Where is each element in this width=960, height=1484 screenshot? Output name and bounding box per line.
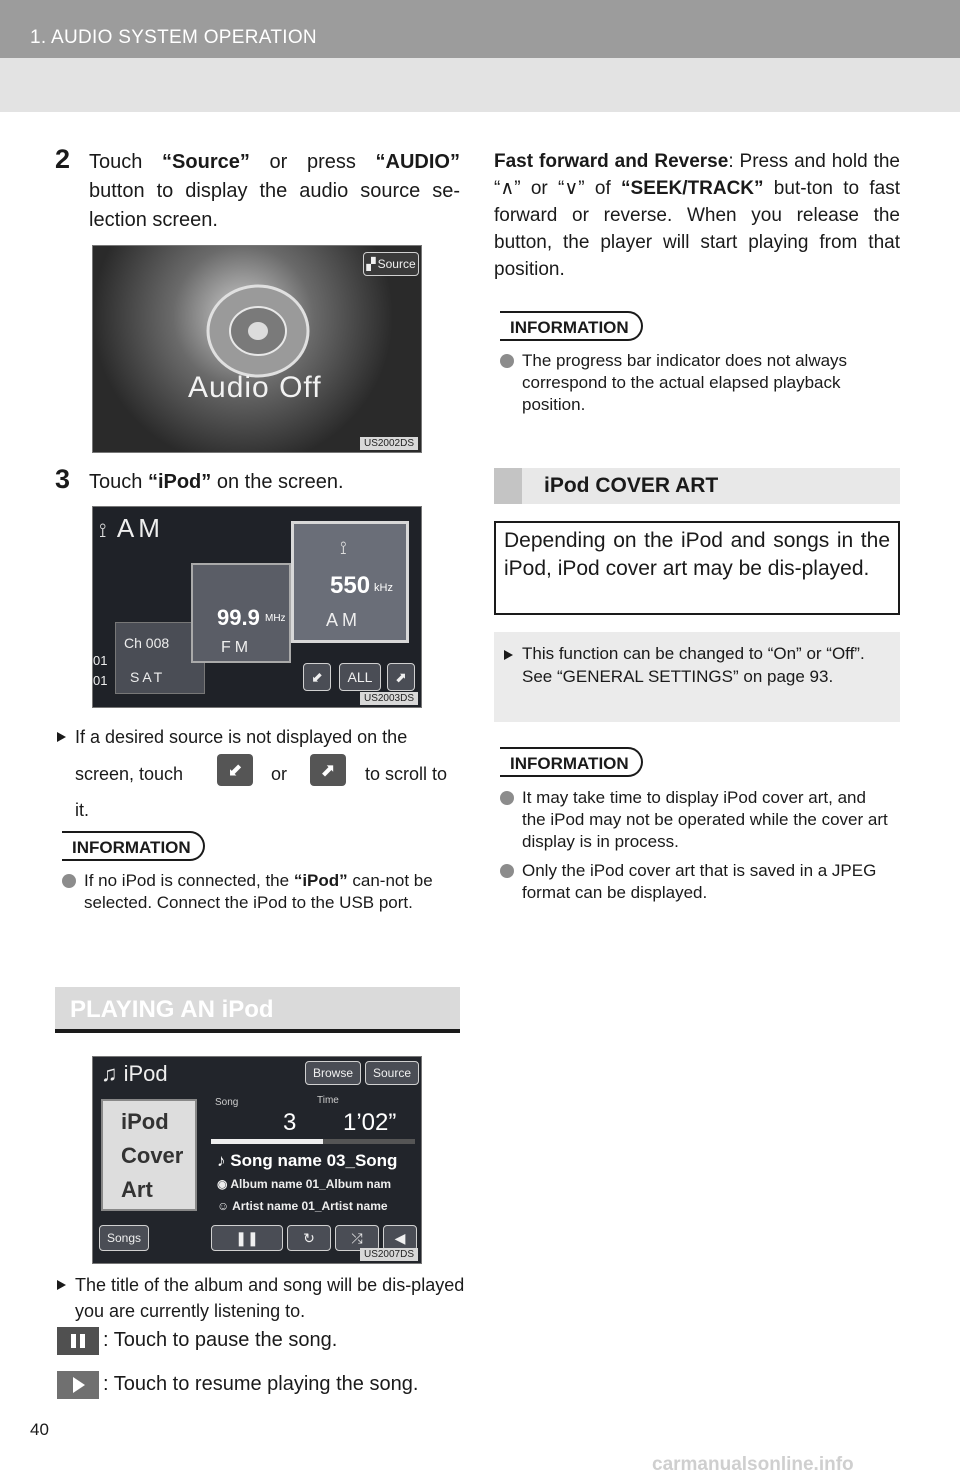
bullet-line xyxy=(55,796,465,824)
ff-keyword: Fast forward and Reverse xyxy=(494,151,729,172)
step-text: on the screen. xyxy=(211,471,344,493)
source-icon: ▞ xyxy=(366,257,376,271)
step-text: Touch xyxy=(89,471,148,493)
cover-art-note xyxy=(494,632,900,722)
step-text: Touch xyxy=(89,151,163,173)
person-icon: ☺ xyxy=(217,1199,233,1213)
time-label: Time xyxy=(317,1095,339,1106)
screenshot-audio-off xyxy=(92,245,422,453)
scroll-left-button[interactable]: ⬋ xyxy=(303,663,331,691)
repeat-button[interactable] xyxy=(287,1225,331,1251)
ipod-title-label: iPod xyxy=(123,1061,168,1086)
browse-label: Browse xyxy=(312,1066,353,1080)
am-tile-selected[interactable] xyxy=(291,521,409,643)
step-2 xyxy=(55,144,460,235)
bullet-text: it. xyxy=(75,800,90,820)
source-label: Source xyxy=(377,257,416,271)
progress-fill xyxy=(211,1139,323,1144)
information-tab: INFORMATION xyxy=(500,747,643,777)
artist-name: Artist name 01_Artist name xyxy=(232,1199,388,1213)
progress-bar xyxy=(211,1139,415,1144)
screenshot-source-select xyxy=(92,506,422,708)
page-header xyxy=(0,0,960,112)
bullet-scroll xyxy=(55,724,465,824)
scroll-right-icon: ⬈ xyxy=(310,754,346,786)
music-note-icon: ♫ xyxy=(101,1061,118,1086)
step-keyword: “Source” xyxy=(162,151,250,173)
ipod-title xyxy=(101,1061,168,1087)
scroll-left-icon: ⬋ xyxy=(217,754,253,786)
antenna-icon: ⟟ xyxy=(99,520,107,542)
cover-art-text: iPod Cover Art xyxy=(121,1109,184,1202)
songs-label: Songs xyxy=(106,1231,142,1245)
information-tab: INFORMATION xyxy=(62,831,205,861)
info-text: If no iPod is connected, the xyxy=(84,871,294,890)
cover-art-title: iPod COVER ART xyxy=(544,474,719,497)
ff-text: ” of xyxy=(578,178,622,199)
side-label-2: 01 xyxy=(93,673,108,688)
cover-art-box: Depending on the iPod and songs in the iPod, iPod cover art may be dis-played. xyxy=(494,521,900,615)
side-label-1: 01 xyxy=(93,653,108,668)
fm-unit: MHz xyxy=(265,613,286,624)
pause-description: : Touch to pause the song. xyxy=(103,1329,338,1351)
bullet-text: If a desired source is not displayed on the xyxy=(75,727,408,747)
elapsed-time: 1’02” xyxy=(343,1109,397,1136)
header-title: 1. AUDIO SYSTEM OPERATION xyxy=(30,27,317,48)
info-keyword: “iPod” xyxy=(293,871,348,890)
album-name: Album name 01_Album nam xyxy=(230,1177,392,1191)
repeat-icon: ↻ xyxy=(303,1229,315,1246)
step-text: button to display the audio source se-lection screen. xyxy=(89,180,460,231)
am-label-2: AM xyxy=(326,610,361,630)
speaker-icon xyxy=(193,276,323,386)
pause-icon xyxy=(57,1327,99,1355)
disc-icon: ◉ xyxy=(217,1177,231,1191)
info-text: can-not be selected. Connect the iPod to the USB port. xyxy=(84,871,433,912)
songs-button[interactable] xyxy=(99,1225,149,1251)
bullet-line xyxy=(55,724,465,750)
shuffle-icon: ⤮ xyxy=(351,1229,363,1246)
channel-label: Ch 008 xyxy=(124,635,170,651)
information-item: The progress bar indicator does not always correspond to the actual elapsed playback position. xyxy=(500,350,892,416)
fm-tile[interactable] xyxy=(191,563,291,663)
screenshot-ipod-playing xyxy=(92,1056,422,1264)
all-label: ALL xyxy=(347,669,373,685)
am-frequency: 550 xyxy=(330,572,371,599)
step-number: 3 xyxy=(55,464,71,494)
information-item: Only the iPod cover art that is saved in a JPEG format can be displayed. xyxy=(500,860,892,904)
song-row xyxy=(217,1151,397,1171)
scroll-right-button[interactable]: ⬈ xyxy=(387,663,415,691)
bullet-line-icons xyxy=(55,752,465,796)
fm-frequency: 99.9 xyxy=(217,605,260,630)
all-button[interactable] xyxy=(339,663,381,691)
down-arrow-icon: ∨ xyxy=(564,178,579,199)
step-text: or press xyxy=(249,151,376,173)
bullet-title-info: The title of the album and song will be dis-played you are currently listening to. xyxy=(55,1272,465,1324)
step-keyword: “iPod” xyxy=(147,471,212,493)
cover-art xyxy=(101,1099,197,1211)
fm-label: FM xyxy=(221,639,253,656)
ff-keyword: “SEEK/TRACK” xyxy=(621,178,764,199)
step-keyword: “AUDIO” xyxy=(375,151,460,173)
artist-row xyxy=(217,1199,388,1213)
bullet-text: screen, touch xyxy=(75,764,184,784)
note-icon: ♪ xyxy=(217,1151,231,1170)
song-number: 3 xyxy=(283,1109,297,1136)
am-label: AM xyxy=(116,513,164,543)
ff-text: ” or “ xyxy=(514,178,565,199)
fast-forward-paragraph xyxy=(494,148,900,283)
sat-label: SAT xyxy=(130,669,166,685)
antenna-icon: ⟟ xyxy=(340,538,347,558)
step-3 xyxy=(55,464,460,497)
album-row xyxy=(217,1177,391,1191)
speaker-icon: ◀ xyxy=(394,1229,406,1246)
bullet-text: to scroll to xyxy=(365,764,448,784)
song-name: Song name 03_Song xyxy=(230,1151,398,1170)
figure-code: US2007DS xyxy=(360,1248,418,1261)
ff-text: : Press and hold the “ xyxy=(494,151,901,199)
bullet-text: or xyxy=(271,764,288,784)
browse-button[interactable] xyxy=(305,1061,361,1085)
information-item xyxy=(62,870,458,914)
source-button[interactable] xyxy=(363,252,419,276)
figure-code: US2003DS xyxy=(360,692,418,705)
left-column xyxy=(55,144,460,235)
section-marker xyxy=(494,468,522,504)
am-unit: kHz xyxy=(374,582,393,594)
figure-code: US2002DS xyxy=(360,437,418,450)
play-icon xyxy=(57,1371,99,1399)
section-title: PLAYING AN iPod xyxy=(70,996,274,1023)
pause-button[interactable] xyxy=(211,1225,283,1251)
source-label: Source xyxy=(372,1066,412,1080)
watermark: carmanualsonline.info xyxy=(652,1454,854,1475)
up-arrow-icon: ∧ xyxy=(500,178,515,199)
play-description: : Touch to resume playing the song. xyxy=(103,1373,419,1395)
information-tab: INFORMATION xyxy=(500,311,643,341)
information-item: It may take time to display iPod cover art, and the iPod may not be operated while the cover art display is in process. xyxy=(500,787,892,853)
step-number: 2 xyxy=(55,144,71,174)
audio-off-label: Audio Off xyxy=(188,371,322,404)
page-number: 40 xyxy=(30,1420,49,1439)
source-button[interactable] xyxy=(365,1061,419,1085)
ff-text: but-ton to fast forward or reverse. When you release the button, the player will start playing from that position. xyxy=(494,178,900,280)
pause-icon: ❚❚ xyxy=(235,1229,259,1246)
song-label: Song xyxy=(215,1097,239,1108)
cover-art-bullet: This function can be changed to “On” or “Off”. See “GENERAL SETTINGS” on page 93. xyxy=(502,642,890,688)
cover-art-section-bar xyxy=(494,468,900,504)
